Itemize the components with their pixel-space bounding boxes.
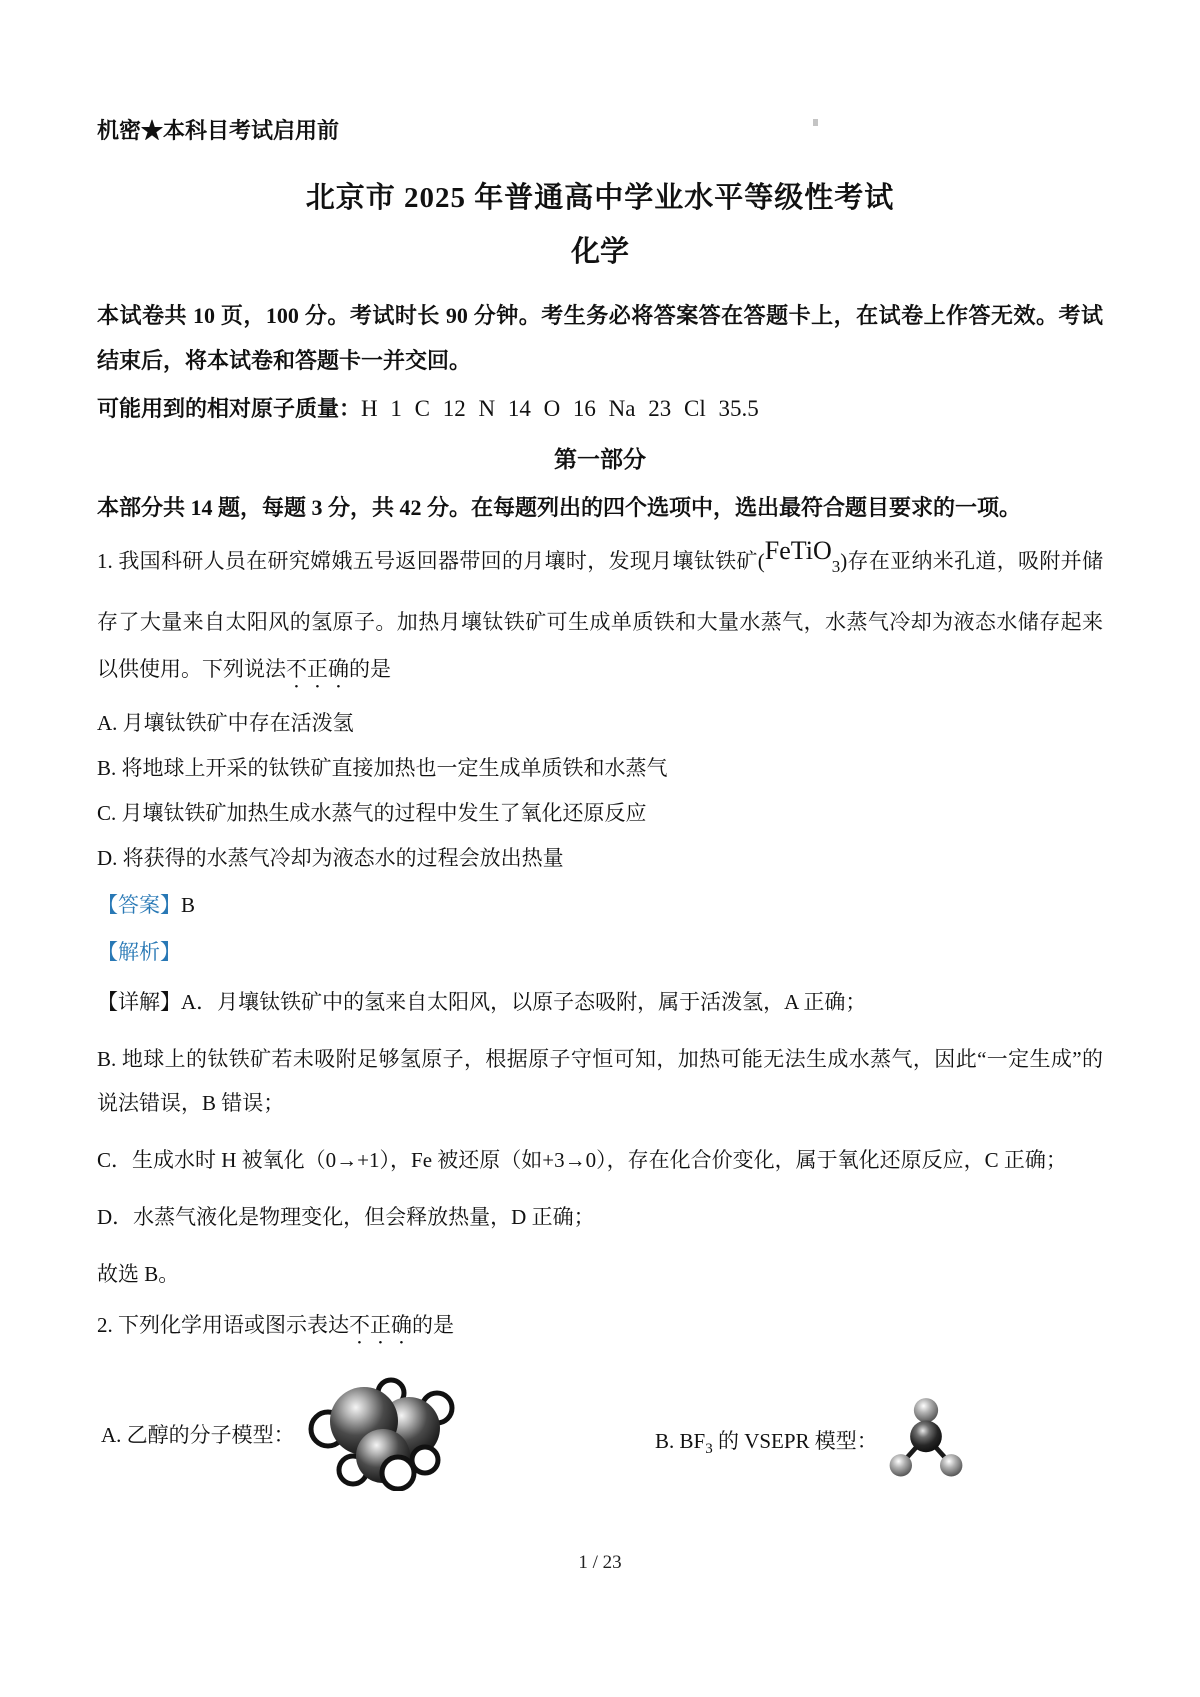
part-one-note: 本部分共 14 题，每题 3 分，共 42 分。在每题列出的四个选项中，选出最符合题目要求的一项。	[97, 495, 1022, 520]
analysis-line	[97, 937, 1103, 967]
part-one-heading: 第一部分	[554, 447, 646, 472]
exam-instructions: 本试卷共 10 页，100 分。考试时长 90 分钟。考生务必将答案答在答题卡上，在试卷上作答无效。考试结束后，将本试卷和答题卡一并交回。	[97, 303, 1103, 373]
detail-line-a	[97, 980, 1103, 1024]
atomic-mass-label: 可能用到的相对原子质量：	[97, 396, 362, 421]
detail-line-c: C．生成水时 H 被氧化（0→+1），Fe 被还原（如+3→0），存在化合价变化，属于氧化还原反应，C 正确；	[97, 1148, 1067, 1172]
question-2-option-b	[655, 1397, 968, 1487]
analysis-label: 【解析】	[97, 940, 181, 964]
option-b-label-pre: B. BF	[655, 1429, 706, 1454]
page-number: 1 / 23	[578, 1552, 622, 1573]
question-2-options-row	[97, 1357, 1103, 1557]
question-1-option-a: A. 月壤钛铁矿中存在活泼氢	[97, 711, 354, 735]
fetio3-formula	[764, 536, 841, 576]
q1-stem-text-1: 1. 我国科研人员在研究嫦娥五号返回器带回的月壤时，发现月壤钛铁矿(	[97, 549, 765, 573]
answer-value: B	[181, 893, 196, 917]
subject-title: 化学	[570, 236, 629, 268]
option-b-label	[655, 1425, 878, 1458]
detail-text-a: A．月壤钛铁矿中的氢来自太阳风，以原子态吸附，属于活泼氢，A 正确；	[181, 990, 867, 1014]
q2-stem-text-1: 2. 下列化学用语或图示表达	[97, 1313, 349, 1337]
fetio3-formula-subscript: 3	[831, 557, 841, 576]
detail-label: 【详解】	[97, 990, 181, 1014]
exam-title: 北京市 2025 年普通高中学业水平等级性考试	[305, 182, 895, 214]
detail-line-d: D．水蒸气液化是物理变化，但会释放热量，D 正确；	[97, 1205, 595, 1229]
q1-stem-text-2: )存在亚纳米孔道，吸附并储存了大量来自太阳风的氢原子。加热月壤钛铁矿可生成单质铁和大量水蒸气，水蒸气冷却为液态水储存起来以供使用。下列说法	[97, 549, 1103, 681]
q2-stem-text-2: 的是	[412, 1313, 454, 1337]
confidential-notice: 机密★本科目考试启用前	[97, 118, 340, 143]
q2-stem-emphasis: 不正确	[349, 1313, 412, 1337]
q1-stem-emphasis: 不正确	[286, 657, 349, 681]
question-2-stem	[97, 1310, 1103, 1349]
option-b-subscript: 3	[705, 1441, 713, 1458]
page-content	[97, 0, 1103, 1557]
bf3-vsepr-model-icon	[884, 1397, 968, 1487]
option-b-label-post: 的 VSEPR 模型：	[712, 1429, 878, 1454]
question-1-stem	[97, 536, 1103, 693]
atomic-mass-line	[97, 392, 1103, 426]
answer-line	[97, 890, 1103, 920]
detail-conclusion: 故选 B。	[97, 1262, 180, 1286]
question-1-option-c: C. 月壤钛铁矿加热生成水蒸气的过程中发生了氧化还原反应	[97, 801, 647, 825]
answer-label: 【答案】	[97, 893, 181, 917]
option-a-label: A. 乙醇的分子模型：	[101, 1423, 295, 1447]
detail-line-b: B. 地球上的钛铁矿若未吸附足够氢原子，根据原子守恒可知，加热可能无法生成水蒸气，因此“一定生成”的说法错误，B 错误；	[97, 1047, 1103, 1115]
atomic-mass-values: H 1 C 12 N 14 O 16 Na 23 Cl 35.5	[361, 396, 759, 421]
question-1-option-b: B. 将地球上开采的钛铁矿直接加热也一定生成单质铁和水蒸气	[97, 756, 668, 780]
question-2-option-a	[101, 1377, 463, 1491]
ethanol-molecule-model-icon	[301, 1377, 463, 1491]
q1-stem-text-3: 的是	[349, 657, 391, 681]
fetio3-formula-main: FeTiO	[764, 536, 832, 565]
question-1-option-d: D. 将获得的水蒸气冷却为液态水的过程会放出热量	[97, 846, 564, 870]
